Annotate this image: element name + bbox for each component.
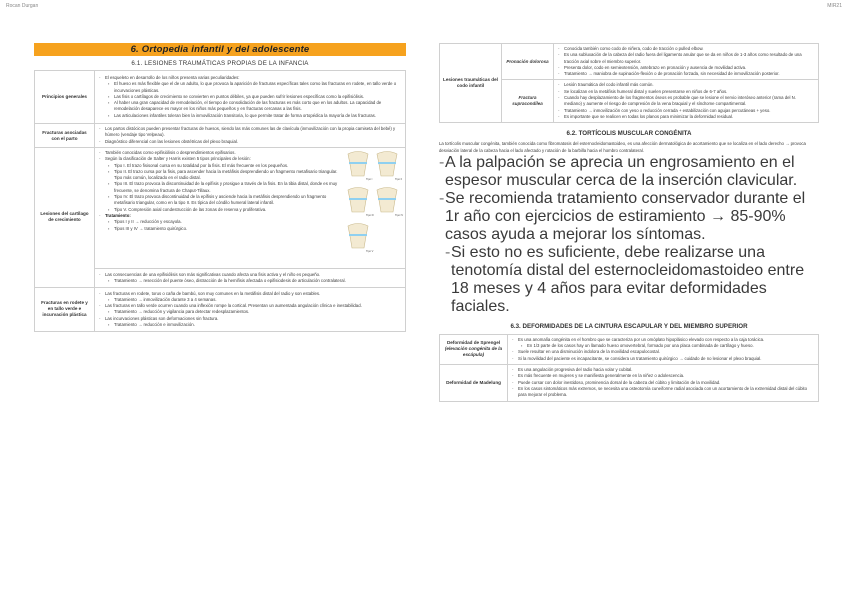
table-cintura: [439, 334, 819, 402]
row-cartilago: [35, 147, 406, 287]
torticolis-p2: - A la palpación se aprecia un engrosamiento en el espesor muscular cerca de la inserción clavicular.: [445, 154, 819, 190]
cartilago-l4: ▪ Tratamiento → resección del puente óseo, distracción de la hemifisis afectada o epifisiodesis de articulación contralateral.: [114, 278, 402, 284]
label-supracondilea: Fractura supracondílea: [502, 80, 554, 123]
bone-label-5: Tipo V: [366, 249, 374, 253]
rodete-l3: - Las incurvaciones plásticas son deformaciones sin fractura. ▪ Tratamiento → reducción e inmovilización.: [105, 316, 402, 329]
supra-s2: - Se localizan en la metáfisis humeral distal y suelen presentarse en niños de 6-7 años.: [564, 89, 815, 95]
pron-p2: - Es una subluxación de la cabeza del radio fuera del ligamento anular que se da en niños de 1-3 años como resultado de una tracción axial sobre el miembro superior.: [564, 52, 815, 65]
principios-b1: ▪ El hueso es más flexible que el de un adulto, lo que provoca la aparición de fracturas específicas tales como las fracturas en rodete, en tallo verde o incurvaciones plásticas.: [114, 81, 402, 94]
bone-label-3: Tipo III: [366, 213, 374, 217]
pron-p4: - Tratamiento → maniobra de supinación-flexión o de pronación forzada, sin necesidad de inmovilización posterior.: [564, 71, 815, 77]
pron-p3: - Presenta dolor, codo en semiextensión, antebrazo en pronación y ausencia de movilidad activa.: [564, 65, 815, 71]
cartilago-trat: - Tratamiento: ▪ Tipos I y II → reducción y escayola. ▪ Tipos III y IV → tratamiento quirúrgico.: [105, 213, 402, 232]
sprengel-sp1: - Es una anomalía congénita en el hombro que se caracteriza por un omóplato hipoplásico elevado con respecto a la caja torácica. ▪ En 1/3 parte de los casos hay un llamado hueso omovertebral, formado por una placa combinada de cartílago y hueso.: [518, 337, 815, 350]
principios-b2: ▪ Las fisis o cartílagos de crecimiento se convierten en puntos débiles, ya que pueden sufrir lesiones específicas como la epifisiólisis.: [114, 94, 402, 100]
rodete-l1: - Las fracturas en rodete, torus o caña de bambú, son muy comunes en la metáfisis distal del radio y son estables. ▪ Tratamiento → inmovilización durante 3 a 4 semanas.: [105, 291, 402, 304]
cartilago-t1: ▪ Tipo I. El trazo fisisonal cursa en su totalidad por la fisis. El más frecuente en los pequeños.: [114, 163, 402, 169]
madelung-m4: - En los casos sintomáticos más extremos, se necesita una osteotomía cuneiforme radial asociada con un acortamiento de la extremidad distal del cúbito para mejorar el problema.: [518, 386, 815, 399]
left-column: [34, 43, 406, 332]
row-madelung: [440, 365, 819, 401]
madelung-m3: - Puede cursar con dolor inestidoso, prominencia dorsal de la cabeza del cúbito y limitación de la movilidad.: [518, 380, 815, 386]
row-rodete: [35, 287, 406, 332]
sprengel-sp2: - Suele resultar en una disminución indolora de la movilidad escapulocostal.: [518, 349, 815, 355]
supra-s4: - Tratamiento → inmovilización con yeso o reducción cerrada + estabilización con agujas percutáneas + yeso.: [564, 108, 815, 114]
madelung-m2: - Es más frecuente en mujeres y se manifiesta generalmente en la niñez o adolescencia.: [518, 373, 815, 379]
row-parto: [35, 124, 406, 148]
parto-l2: - Diagnóstico diferencial con las lesiones obstétricas del plexo braquial.: [105, 139, 402, 145]
rodete-l1t: ▪ Tratamiento → inmovilización durante 3 a 4 semanas.: [114, 297, 402, 303]
table-codo: [439, 43, 819, 123]
chapter-title: 6. Ortopedia infantil y del adolescente: [34, 43, 406, 56]
cartilago-tr2: ▪ Tipos III y IV → tratamiento quirúrgico.: [114, 226, 402, 232]
supra-s5: - Es importante que se realicen en todas los planos para minimizar la deformidad residual.: [564, 114, 815, 120]
sprengel-subtitle: (elevación congénita de la escápula): [444, 346, 503, 358]
cartilago-t4: ▪ Tipo IV. El trazo provoca discontinuidad de la epífisis y asciende hacia la metáfisis desprendiendo un fragmento metafisario triangular, como en la tipo II. Es típica del cóndilo humeral lateral infantil.: [114, 194, 402, 207]
cartilago-t2: ▪ Tipo II. El trazo cursa por la fisis, para ascender hacia la metáfisis desprendiendo un fragmento metafisario triangular. Tipo más común, localizado en el radio distal.: [114, 169, 402, 182]
bone-label-2: Tipo II: [395, 177, 403, 181]
section-6-2-title: 6.2. TORTÍCOLIS MUSCULAR CONGÉNITA: [566, 130, 692, 138]
bone-label-4: Tipo IV: [395, 213, 404, 217]
pron-p1: - Conocida también como codo de niñera, codo de tracción o pulled elbow.: [564, 46, 815, 52]
torticolis-p3: - Se recomienda tratamiento conservador durante el 1r año con ejercicios de estiramiento → 85-90% casos ayuda a mejorar los síntomas.: [445, 190, 819, 244]
principios-b3: ▪ Al haber una gran capacidad de remodelación, el tiempo de consolidación de las fracturas es más corto que en los adultos. La capacidad de remodelación desaparece es mayor en los niños más pequeños y en fracturas cercanas a las fisis.: [114, 100, 402, 113]
torticolis-p1: La tortícolis muscular congénita, también conocida como fibromatosis del esternocleidomastoideo, es una afección dermatológica de acortamiento que se localiza en el lado derecho → provoca desviación lateral de la cabeza hacia el lado afectado y rotación de la barbilla hacia el hombro contralateral.: [439, 141, 806, 153]
row-sprengel: [440, 334, 819, 364]
section-6-1-title: 6.1. LESIONES TRAUMÁTICAS PROPIAS DE LA INFANCIA: [131, 60, 309, 67]
bone-label-1: Tipo I: [366, 177, 373, 181]
parto-l1: - Los partos distócicos pueden presentar fracturas de huesos, siendo las más comunes las de clavícula (inmovilización con la propia camiseta del bebé) y húmero (vendaje tipo Velpeau).: [105, 126, 402, 139]
principios-intro: - El esqueleto en desarrollo de los niños presenta varias peculiaridades: ▪ El hueso es más flexible que el de un adulto, lo que provoca la aparición de fracturas específicas tales como las fracturas en rodete, en tallo verde o incurvaciones plásticas. ▪ Las fisis o cartílagos de crecimiento se convierten en puntos débiles, ya que pueden sufrir lesiones específicas como la epifisiólisis. ▪ Al haber una gran capacidad de remodelación, el tiempo de consolidación de las fracturas es más corto que en los adultos. La capacidad de remodelación desaparece es mayor en los niños más pequeños y en fracturas cercanas a las fisis. ▪ Las articulaciones infantiles toleran bien la inmovilización transitoria, lo que permite tratar de forma ortopédica la mayoría de las fracturas.: [105, 75, 402, 119]
cartilago-t3: ▪ Tipo III. El trazo provoca la discontinuidad de la epífisis y prosigue a través de la fisis. En la tibia distal, donde es muy frecuente, se denomina fractura de Chaput-Tillaux.: [114, 181, 402, 194]
label-principios: Principios generales: [35, 71, 95, 124]
label-madelung: Deformidad de Madelung: [440, 365, 508, 401]
label-parto: Fracturas asociadas con el parto: [35, 124, 95, 148]
row-principios: [35, 71, 406, 124]
torticolis-p4: - Si esto no es suficiente, debe realizarse una tenotomía distal del esternocleidomastoideo entre 18 meses y 4 años para evitar deformidades faciales.: [451, 244, 819, 316]
principios-b4: ▪ Las articulaciones infantiles toleran bien la inmovilización transitoria, lo que permite tratar de forma ortopédica la mayoría de las fracturas.: [114, 113, 402, 119]
supra-s3: - Cuando hay desplazamiento de los fragmentos óseos es probable que se lesione el nervio interóseo anterior (rama del N. mediano) y aumente el riesgo de compresión de la vena braquial y el síndrome compartimental.: [564, 95, 815, 108]
table-6-1: [34, 70, 406, 332]
supra-s1: - Lesión traumática del codo infantil más común.: [564, 82, 815, 88]
madelung-m1: - Es una angulación progresiva del radio hacia volar y cubital.: [518, 367, 815, 373]
rodete-l2: - Las fracturas en tallo verde ocurren cuando una inflexión rompe la cortical. Presentan un aumentada angulación clínica e inestabilidad. ▪ Tratamiento → reducción y vigilancia para detectar redesplazamientos.: [105, 303, 402, 316]
label-codo: Lesiones traumáticas del codo infantil: [440, 44, 502, 123]
sprengel-sp1a: ▪ En 1/3 parte de los casos hay un llamado hueso omovertebral, formado por una placa combinada de cartílago y hueso.: [527, 343, 815, 349]
cartilago-l3: - Las consecuencias de una epifisiólisis son más significativas cuando afecta una fisis activa y el niño es pequeño. ▪ Tratamiento → resección del puente óseo, distracción de la hemifisis afectada o epifisiodesis de articulación contralateral.: [105, 272, 402, 285]
label-rodete: Fracturas en rodete y en tallo verde e incurvación plástica: [35, 287, 95, 332]
cartilago-l2: - Según la clasificación de Salter y Harris existen 5 tipos principales de lesión: ▪ Tipo I. El trazo fisisonal cursa en su totalidad por la fisis. El más frecuente en los pequeños. ▪ Tipo II. El trazo cursa por la fisis, para ascender hacia la metáfisis desprendiendo un fragmento metafisario triangular. Tipo más común, localizado en el radio distal. ▪ Tipo III. El trazo provoca la discontinuidad de la epífisis y prosigue a través de la fisis. En la tibia distal, donde es muy frecuente, se denomina fractura de Chaput-Tillaux. ▪ Tipo IV. El trazo provoca discontinuidad de la epífisis y asciende hacia la metáfisis desprendiendo un fragmento metafisario triangular, como en la tipo II. Es típica del cóndilo humeral lateral infantil. ▪ Tipo V. Compresión axial condestrucción de las zonas de reserva y proliferativa.: [105, 156, 402, 213]
sprengel-title: Deformidad de Sprengel: [446, 340, 501, 346]
header-author: Rocan Durgan: [6, 3, 39, 9]
rodete-l3t: ▪ Tratamiento → reducción e inmovilización.: [114, 322, 402, 328]
right-column: [439, 43, 819, 402]
label-cartilago: Lesiones del cartílago de crecimiento: [35, 147, 95, 287]
label-pronacion: Pronación dolorosa: [502, 44, 554, 80]
cartilago-t5: ▪ Tipo V. Compresión axial condestrucción de las zonas de reserva y proliferativa.: [114, 207, 402, 213]
rodete-l2t: ▪ Tratamiento → reducción y vigilancia para detectar redesplazamientos.: [114, 309, 402, 315]
label-sprengel: [440, 334, 508, 364]
row-pronacion: [440, 44, 819, 80]
cartilago-tr1: ▪ Tipos I y II → reducción y escayola.: [114, 219, 402, 225]
sprengel-sp3: - Si la movilidad del paciente es incapacitante, se considera un tratamiento quirúrgico → cuidado de no lesionar el plexo braquial.: [518, 356, 815, 362]
cartilago-l1: - También conocidas como epifisiólisis o desprendimientos epifisarios.: [105, 150, 402, 156]
header-brand: MIR21: [827, 3, 842, 9]
section-6-3-title: 6.3. DEFORMIDADES DE LA CINTURA ESCAPULAR Y DEL MIEMBRO SUPERIOR: [510, 322, 748, 330]
